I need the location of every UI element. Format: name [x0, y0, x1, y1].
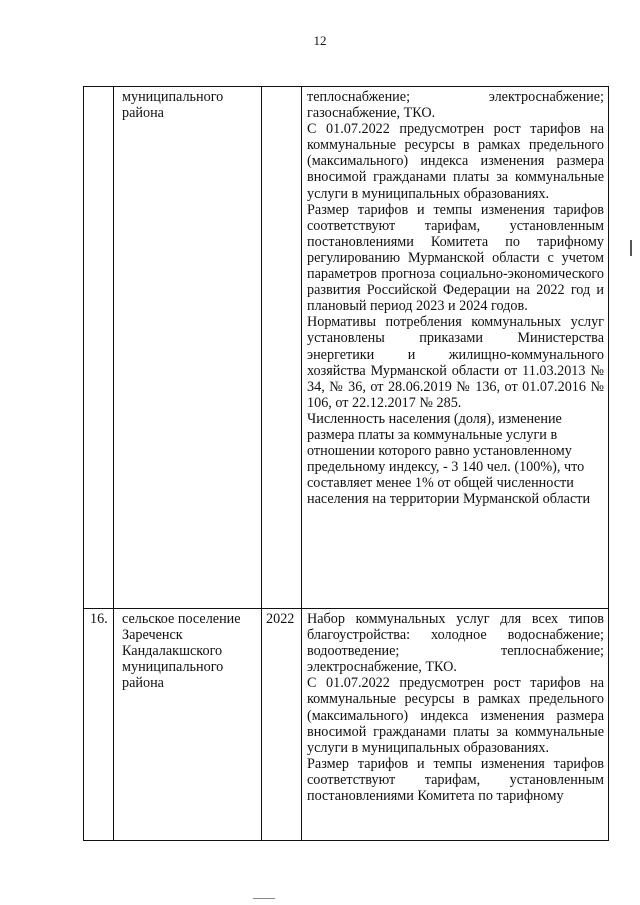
tariff-table: [83, 86, 609, 841]
description-paragraph: Размер тарифов и темпы изменения тарифов соответствуют тарифам, установленным постановлениями Комитета по тарифному: [307, 755, 604, 805]
scan-bottom-mark: [253, 898, 275, 899]
table-row: [84, 609, 609, 841]
municipality-name: [114, 87, 262, 609]
scan-edge-mark: [630, 240, 632, 256]
municipality-name: [114, 609, 262, 841]
municipality-name-line: района: [122, 675, 164, 692]
row-number: 16.: [84, 609, 114, 841]
municipality-name-line: сельское поселение: [122, 611, 241, 627]
row-year: 2022: [262, 609, 302, 841]
municipality-name-line: района: [122, 105, 164, 122]
municipality-name-line: Кандалакшского: [122, 643, 223, 660]
page-number: 12: [313, 33, 327, 48]
description-paragraph: Размер тарифов и темпы изменения тарифов соответствуют тарифам, установленным постановлениями Комитета по тарифному регулированию Мурманской области с учетом параметров прогноза социально-экономического развития Российской Федерации на 2022 год и плановый период 2023 и 2024 годов.: [307, 201, 604, 315]
table-row: [84, 87, 609, 609]
row-description: [302, 609, 609, 841]
description-paragraph: Численность населения (доля), изменение размера платы за коммунальные услуги в отношении которого равно установленному предельному индексу, - 3 140 чел. (100%), что составляет менее 1% от общей численности населения на территории Мурманской области: [307, 410, 591, 508]
row-number: [84, 87, 114, 609]
municipality-name-line: муниципального: [122, 659, 224, 676]
description-paragraph: Набор коммунальных услуг для всех типов благоустройства: холодное водоснабжение; водоотведение; теплоснабжение; электроснабжение, ТКО.: [307, 611, 604, 676]
description-paragraph: Нормативы потребления коммунальных услуг установлены приказами Министерства энергетики и жилищно-коммунального хозяйства Мурманской области от 11.03.2013 № 34, № 36, от 28.06.2019 № 136, от 01.07.2016 № 106, от 22.12.2017 № 285.: [307, 314, 604, 411]
description-paragraph: С 01.07.2022 предусмотрен рост тарифов на коммунальные ресурсы в рамках предельного (максимального) индекса изменения размера вносимой гражданами платы за коммунальные услуги в муниципальных образованиях.: [307, 121, 604, 202]
row-description: [302, 87, 609, 609]
description-paragraph: теплоснабжение; электроснабжение; газоснабжение, ТКО.: [307, 89, 604, 122]
description-paragraph: С 01.07.2022 предусмотрен рост тарифов на коммунальные ресурсы в рамках предельного (максимального) индекса изменения размера вносимой гражданами платы за коммунальные услуги в муниципальных образованиях.: [307, 675, 604, 756]
municipality-name-line: муниципального: [122, 89, 224, 105]
row-year: [262, 87, 302, 609]
municipality-name-line: Зареченск: [122, 627, 183, 644]
